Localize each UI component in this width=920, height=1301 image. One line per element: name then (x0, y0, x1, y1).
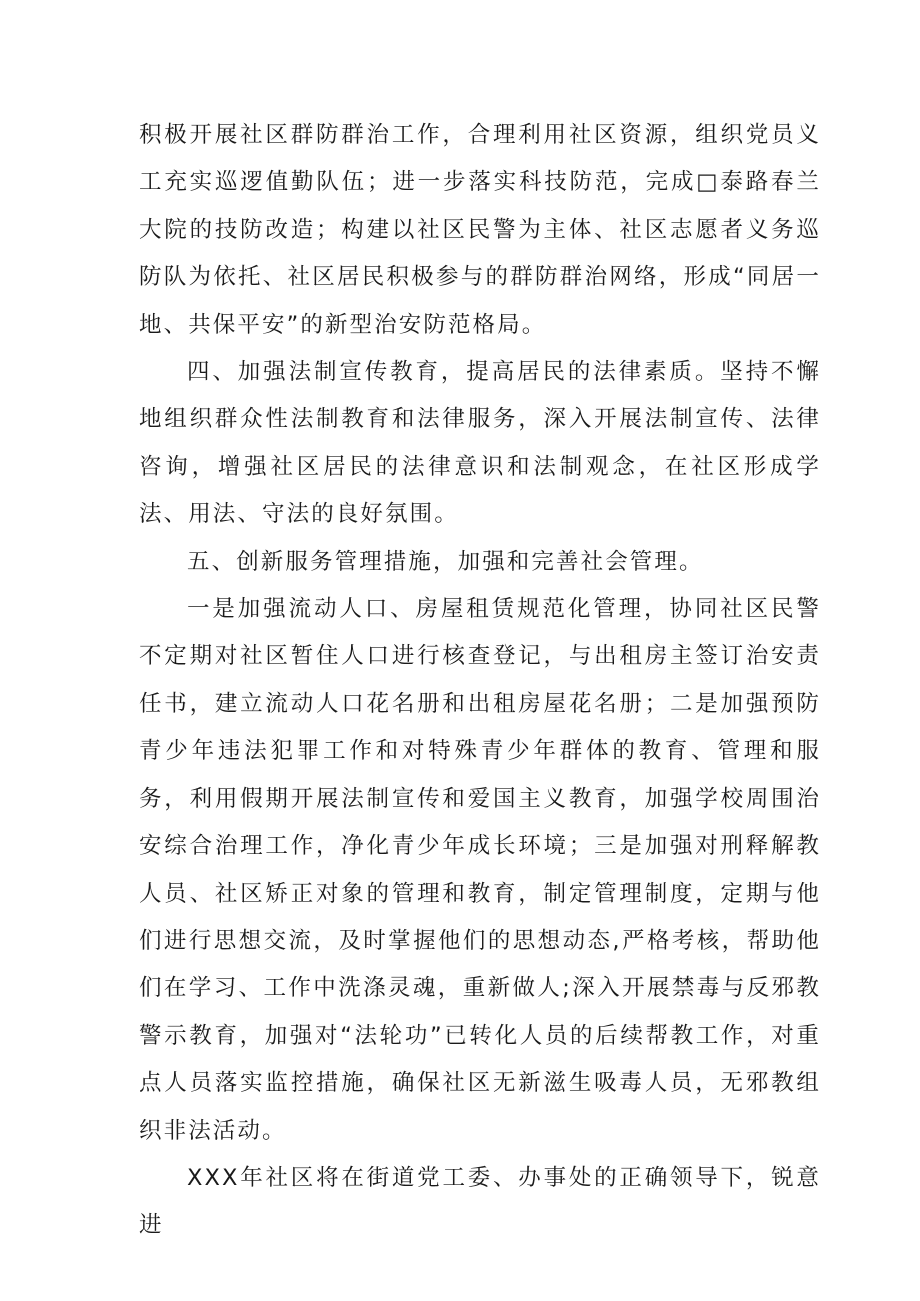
paragraph-outlook: XXX年社区将在街道党工委、办事处的正确领导下，锐意进 (139, 1164, 821, 1239)
document-body (139, 112, 821, 1250)
paragraph-security-network: 积极开展社区群防群治工作，合理利用社区资源，组织党员义工充实巡逻值勤队伍；进一步落实科技防范，完成□泰路春兰大院的技防改造；构建以社区民警为主体、社区志愿者义务巡防队为依托、社区居民积极参与的群防群治网络，形成“同居一地、共保平安”的新型治安防范格局。 (139, 122, 821, 338)
paragraph-legal-education: 四、加强法制宣传教育，提高居民的法律素质。坚持不懈地组织群众性法制教育和法律服务，深入开展法制宣传、法律咨询，增强社区居民的法律意识和法制观念，在社区形成学法、用法、守法的良好氛围。 (139, 359, 821, 528)
paragraph-service-management-details: 一是加强流动人口、房屋租赁规范化管理，协同社区民警不定期对社区暂住人口进行核查登记，与出租房主签订治安责任书，建立流动人口花名册和出租房屋花名册；二是加强预防青少年违法犯罪工作和对特殊青少年群体的教育、管理和服务，利用假期开展法制宣传和爱国主义教育，加强学校周围治安综合治理工作，净化青少年成长环境；三是加强对刑释解教人员、社区矫正对象的管理和教育，制定管理制度，定期与他们进行思想交流，及时掌握他们的思想动态,严格考核，帮助他们在学习、工作中洗涤灵魂，重新做人;深入开展禁毒与反邪教警示教育，加强对“法轮功”已转化人员的后续帮教工作，对重点人员落实监控措施，确保社区无新滋生吸毒人员，无邪教组织非法活动。 (139, 596, 821, 1144)
paragraph-service-management-heading: 五、创新服务管理措施，加强和完善社会管理。 (187, 548, 704, 575)
